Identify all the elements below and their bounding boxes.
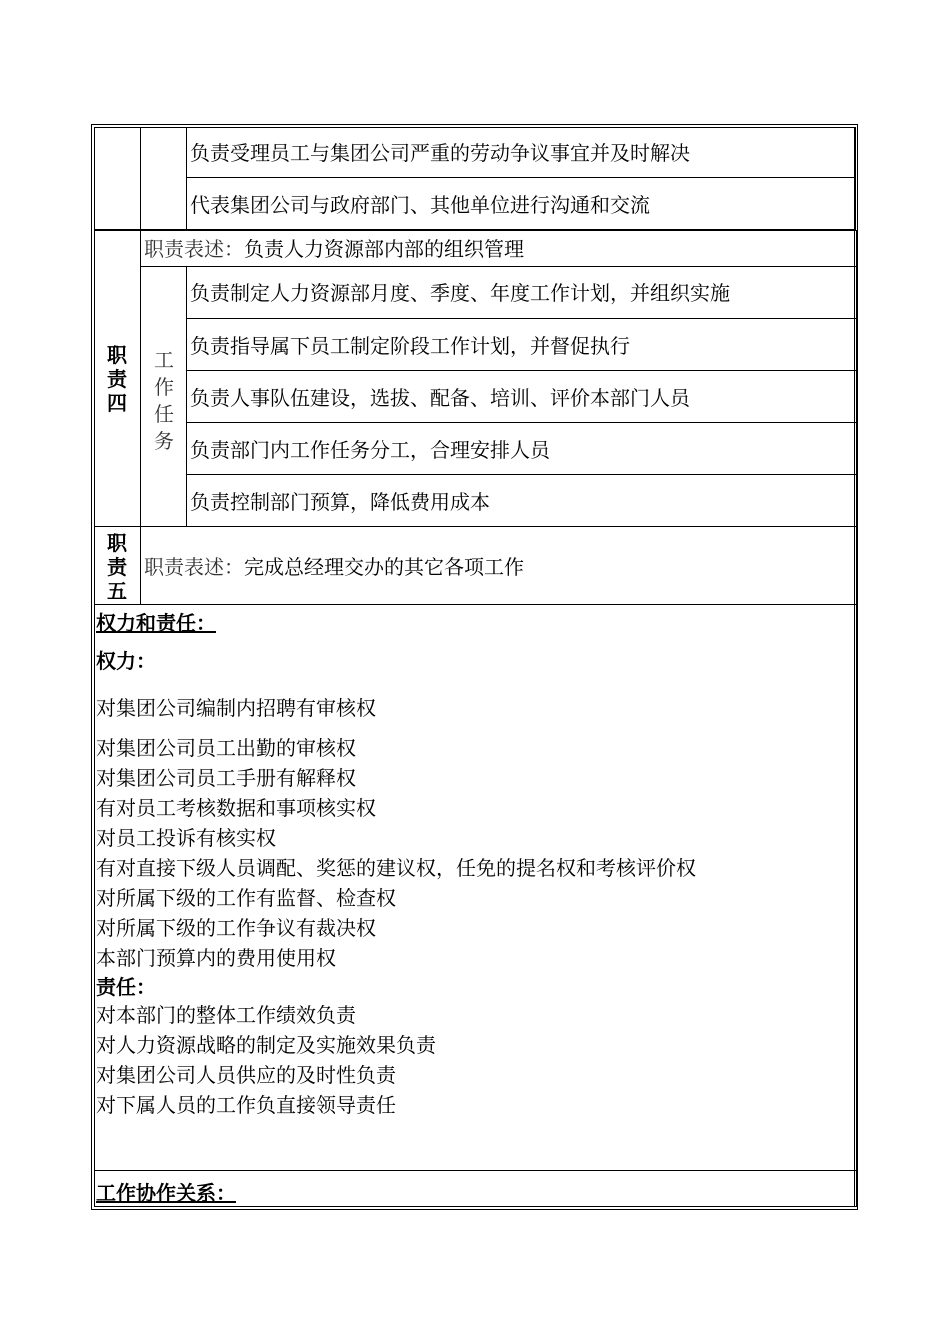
duty4-statement-row <box>140 230 857 267</box>
rights-heading: 权力和责任： <box>96 611 216 635</box>
duty5-statement: 职责表述：完成总经理交办的其它各项工作 <box>144 555 524 579</box>
top-task-label-cell <box>140 127 187 230</box>
task-text: 负责指导属下员工制定阶段工作计划，并督促执行 <box>190 334 630 358</box>
power-item: 本部门预算内的费用使用权 <box>96 946 336 970</box>
power-item: 对集团公司编制内招聘有审核权 <box>96 696 376 720</box>
cooperation-heading: 工作协作关系： <box>96 1181 236 1205</box>
duty4-label: 职 责 四 <box>107 343 127 415</box>
top-task-row-2 <box>186 177 856 230</box>
responsibility-item: 对集团公司人员供应的及时性负责 <box>96 1063 396 1087</box>
power-item: 有对直接下级人员调配、奖惩的建议权，任免的提名权和考核评价权 <box>96 856 696 880</box>
duty4-task-row-5 <box>186 474 857 527</box>
task-text: 代表集团公司与政府部门、其他单位进行沟通和交流 <box>190 193 650 217</box>
duty4-label-cell <box>94 230 141 527</box>
responsibility-item: 对本部门的整体工作绩效负责 <box>96 1003 356 1027</box>
top-left-label-cell <box>94 127 141 230</box>
duty5-statement-cell <box>140 526 857 605</box>
power-item: 有对员工考核数据和事项核实权 <box>96 796 376 820</box>
top-task-row-1 <box>186 127 856 178</box>
power-item: 对员工投诉有核实权 <box>96 826 276 850</box>
power-item: 对所属下级的工作有监督、检查权 <box>96 886 396 910</box>
responsibility-heading: 责任： <box>96 975 156 999</box>
duty4-task-row-3 <box>186 370 857 423</box>
task-text: 负责受理员工与集团公司严重的劳动争议事宜并及时解决 <box>190 141 690 165</box>
task-text: 负责制定人力资源部月度、季度、年度工作计划，并组织实施 <box>190 281 730 305</box>
duty4-task-label-cell <box>140 266 187 527</box>
power-item: 对集团公司员工手册有解释权 <box>96 766 356 790</box>
responsibility-item: 对下属人员的工作负直接领导责任 <box>96 1093 396 1117</box>
task-text: 负责部门内工作任务分工，合理安排人员 <box>190 438 550 462</box>
duty5-label: 职 责 五 <box>107 531 127 603</box>
task-text: 负责人事队伍建设，选拔、配备、培训、评价本部门人员 <box>190 386 690 410</box>
task-text: 负责控制部门预算，降低费用成本 <box>190 490 490 514</box>
responsibility-item: 对人力资源战略的制定及实施效果负责 <box>96 1033 436 1057</box>
power-heading: 权力： <box>96 649 156 673</box>
power-item: 对所属下级的工作争议有裁决权 <box>96 916 376 940</box>
duty4-statement: 职责表述：负责人力资源部内部的组织管理 <box>144 237 524 261</box>
power-item: 对集团公司员工出勤的审核权 <box>96 736 356 760</box>
duty4-task-row-4 <box>186 422 857 475</box>
duty4-task-row-2 <box>186 318 857 371</box>
rights-section <box>94 604 857 1171</box>
cooperation-section <box>94 1170 857 1207</box>
duty5-label-cell <box>94 526 141 605</box>
duty4-task-label: 工 作 任 务 <box>154 348 174 453</box>
duty4-task-row-1 <box>186 266 857 319</box>
